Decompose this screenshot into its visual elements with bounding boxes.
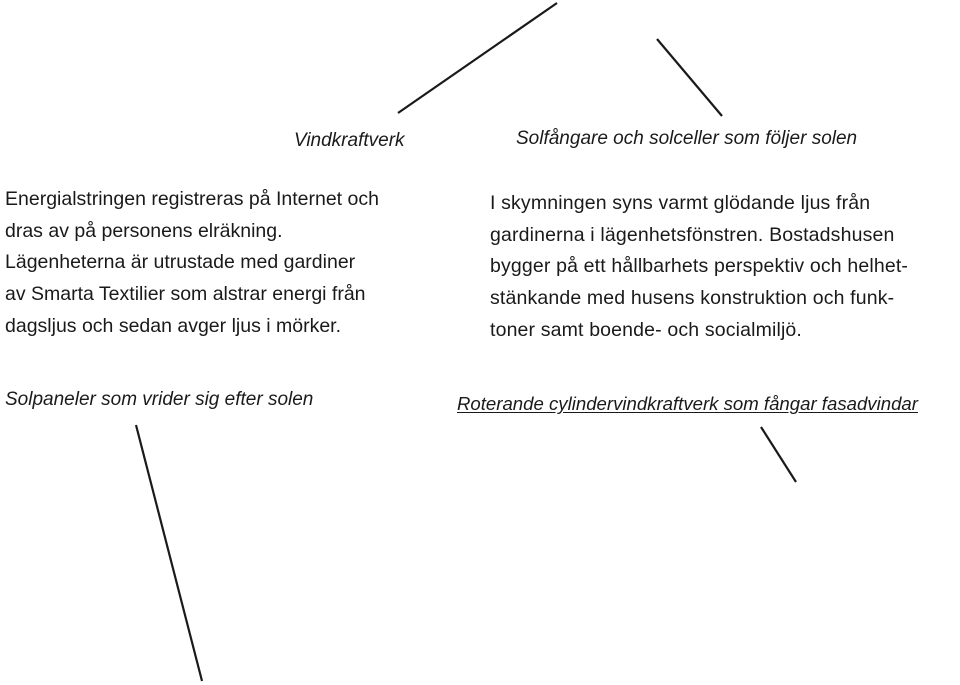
label-wind-turbine: Vindkraftverk — [294, 130, 405, 151]
paragraph-left — [5, 184, 379, 343]
paragraph-left-line: dagsljus och sedan avger ljus i mörker. — [5, 314, 342, 337]
paragraph-left-line: Lägenheterna är utrustade med gardiner — [5, 251, 356, 274]
paragraph-right — [490, 188, 908, 347]
paragraph-right-line: gardinerna i lägenhetsfönstren. Bostadshusen — [490, 223, 895, 246]
paragraph-right-line: stänkande med husens konstruktion och funk- — [490, 287, 895, 310]
leader-line-solar-panels — [136, 425, 202, 681]
paragraph-left-line: dras av på personens elräkning. — [5, 219, 283, 242]
paragraph-left-line: Energialstringen registreras på Internet och — [5, 188, 379, 210]
label-cylinder-wind: Roterande cylindervindkraftverk som fångar fasadvindar — [457, 393, 918, 414]
paragraph-right-line: toner samt boende- och socialmiljö. — [490, 318, 802, 341]
paragraph-right-line: I skymningen syns varmt glödande ljus från — [490, 192, 871, 214]
label-solar-panels: Solpaneler som vrider sig efter solen — [5, 389, 314, 410]
leader-line-solar-tracking — [657, 39, 722, 116]
label-solar-tracking: Solfångare och solceller som följer solen — [516, 128, 858, 149]
paragraph-left-line: av Smarta Textilier som alstrar energi från — [5, 283, 366, 306]
leader-line-wind-turbine — [398, 3, 557, 113]
leader-line-cylinder-wind — [761, 427, 796, 482]
paragraph-right-line: bygger på ett hållbarhets perspektiv och helhet- — [490, 255, 909, 278]
